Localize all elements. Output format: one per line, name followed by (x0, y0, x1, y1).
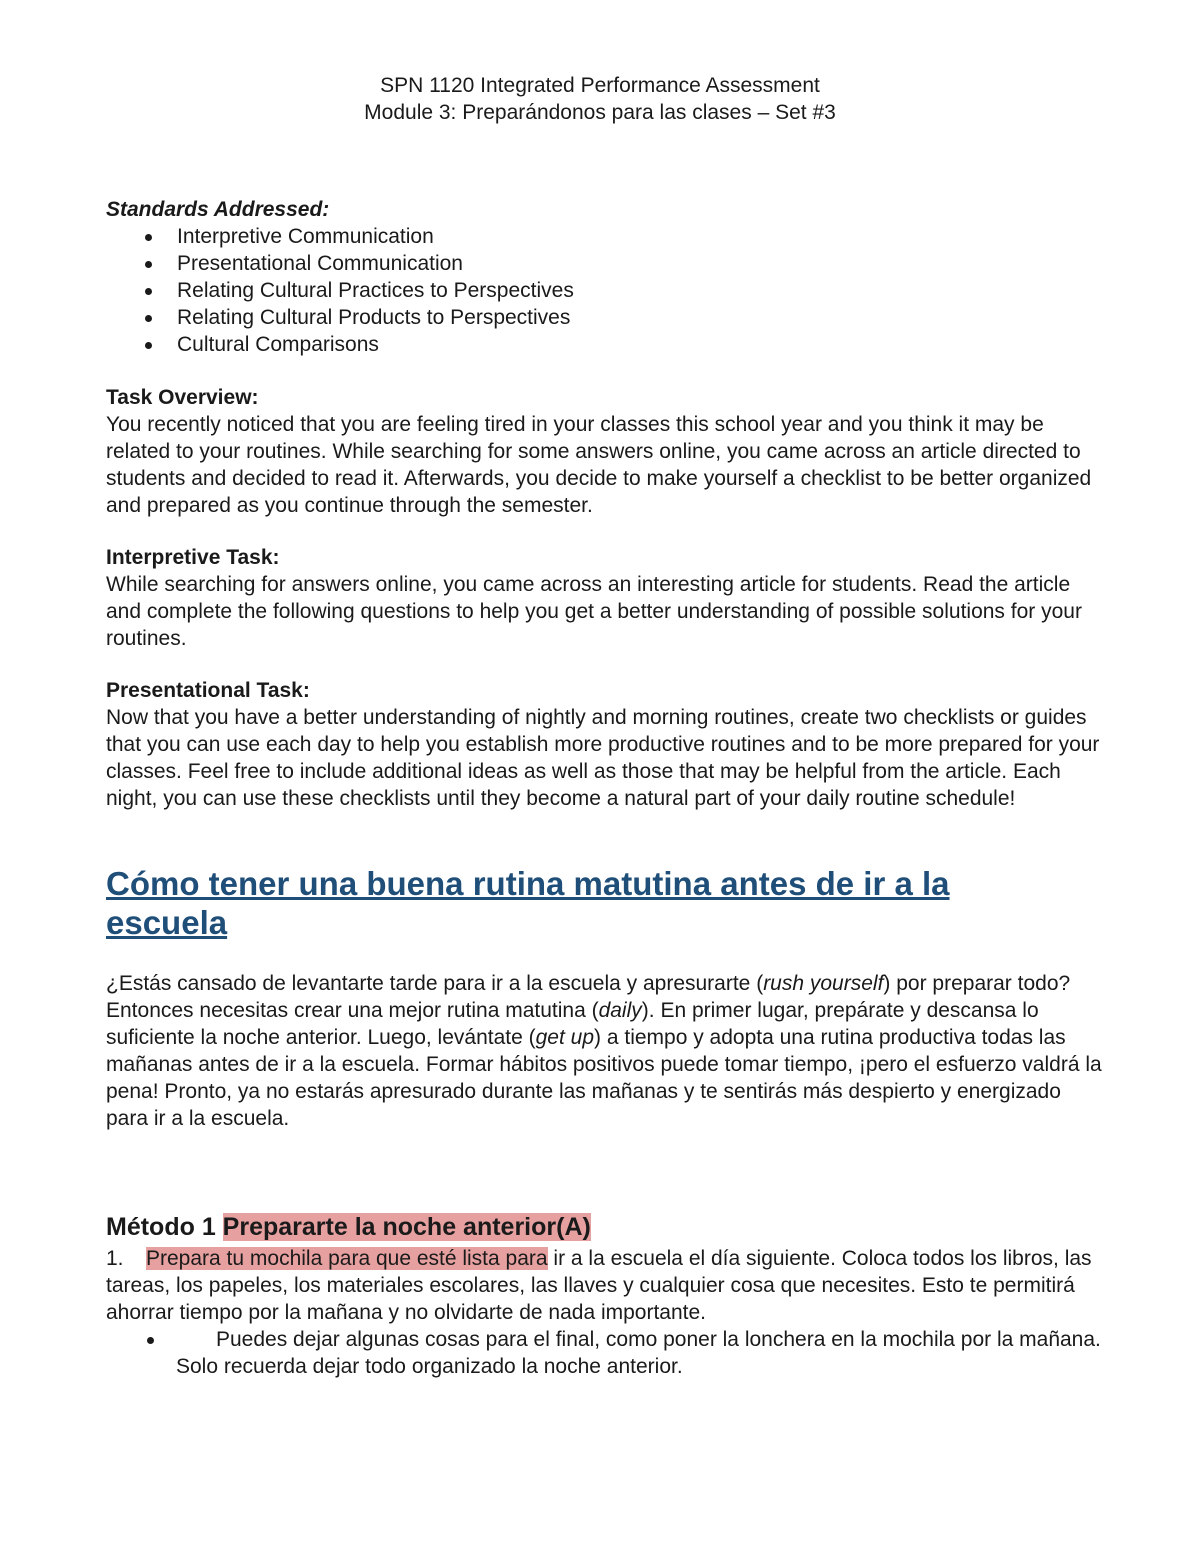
method-1-heading: Método 1 Prepararte la noche anterior(A) (106, 1213, 591, 1241)
step-1-highlight: Prepara tu mochila para que esté lista para (146, 1247, 548, 1270)
task-overview-label: Task Overview: (106, 386, 259, 409)
task-overview-section (106, 384, 1106, 519)
bullet-icon (145, 288, 152, 295)
list-item: Interpretive Communication (106, 223, 1106, 250)
list-item: Presentational Communication (106, 250, 1106, 277)
standards-list (106, 223, 1106, 358)
step-1-bullet-text: Puedes dejar algunas cosas para el final, como poner la lonchera en la mochila por la mañana. Solo recuerda dejar todo organizado la noche anterior. (176, 1328, 1101, 1378)
document-header (0, 72, 1200, 126)
bullet-icon (145, 234, 152, 241)
task-overview-text: You recently noticed that you are feeling tired in your classes this school year and you think it may be related to your routines. While searching for some answers online, you came across an article directed to students and decided to read it. Afterwards, you decide to make yourself a checklist to be better organized and prepared as you continue through the semester. (106, 413, 1092, 517)
step-1-text: ir a la escuela el día siguiente. Coloca todos los libros, las tareas, los papeles, los materiales escolares, las llaves y cualquier cosa que necesites. Esto te permitirá ahorrar tiempo por la mañana y no olvidarte de nada importante. (106, 1247, 1092, 1324)
gloss-daily: daily (598, 999, 642, 1022)
list-item: Cultural Comparisons (106, 331, 1106, 358)
interpretive-task-label: Interpretive Task: (106, 546, 280, 569)
article-intro (106, 970, 1106, 1132)
interpretive-task-section (106, 544, 1106, 652)
list-item: Relating Cultural Practices to Perspectives (106, 277, 1106, 304)
bullet-icon (145, 315, 152, 322)
interpretive-task-text: While searching for answers online, you came across an interesting article for students. Read the article and complete the following questions to help you get a better understanding of possible solutions for your routines. (106, 573, 1082, 650)
bullet-icon (147, 1337, 154, 1344)
article-intro-paragraph: ¿Estás cansado de levantarte tarde para ir a la escuela y apresurarte (rush yourself) por preparar todo? Entonces necesitas crear una mejor rutina matutina (daily). En primer lugar, prepárate y descansa lo suficiente la noche anterior. Luego, levántate (get up) a tiempo y adopta una rutina productiva todas las mañanas antes de ir a la escuela. Formar hábitos positivos puede tomar tiempo, ¡pero el esfuerzo valdrá la pena! Pronto, ya no estarás apresurado durante las mañanas y te sentirás más despierto y energizado para ir a la escuela. (106, 972, 1102, 1130)
presentational-task-text: Now that you have a better understanding of nightly and morning routines, create two checklists or guides that you can use each day to help you establish more productive routines and to be more prepared for your classes. Feel free to include additional ideas as well as those that may be helpful from the article. Each night, you can use these checklists until they become a natural part of your daily routine schedule! (106, 706, 1100, 810)
header-course-title: SPN 1120 Integrated Performance Assessment (380, 74, 820, 97)
gloss-rush-yourself: rush yourself (763, 972, 884, 995)
step-number: 1. (106, 1247, 124, 1270)
list-item: Relating Cultural Products to Perspectives (106, 304, 1106, 331)
article-title: Cómo tener una buena rutina matutina antes de ir a la escuela (106, 865, 950, 941)
presentational-task-section (106, 677, 1106, 812)
bullet-icon (145, 342, 152, 349)
standards-section (106, 196, 1106, 358)
bullet-icon (145, 261, 152, 268)
step-1 (106, 1245, 1106, 1326)
header-module-title: Module 3: Preparándonos para las clases – Set #3 (364, 101, 836, 124)
method-1-highlight: Prepararte la noche anterior(A) (222, 1213, 591, 1241)
presentational-task-label: Presentational Task: (106, 679, 310, 702)
gloss-get-up: get up (535, 1026, 595, 1049)
step-1-bullet (176, 1326, 1106, 1380)
standards-label: Standards Addressed: (106, 198, 330, 221)
